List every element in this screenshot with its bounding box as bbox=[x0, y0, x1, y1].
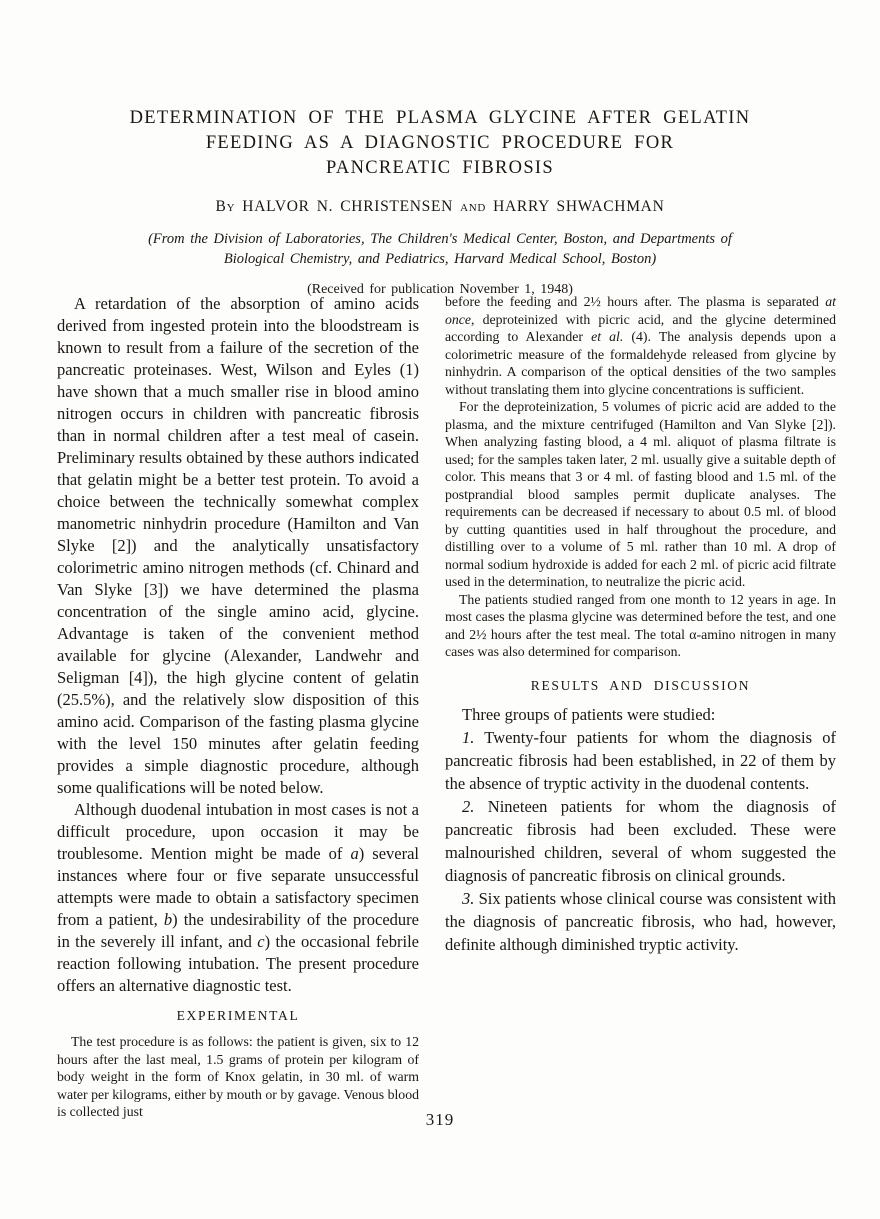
received-note: (Received for publication November 1, 1948) bbox=[307, 282, 573, 297]
section-heading-experimental: EXPERIMENTAL bbox=[176, 1008, 300, 1023]
column-left bbox=[57, 293, 419, 1121]
paragraph-group-1: 1. Twenty-four patients for whom the diagnosis of pancreatic fibrosis had been established, in 22 of them by the absence of tryptic activity in the duodenal contents. bbox=[445, 727, 836, 793]
paragraph-deproteinization: For the deproteinization, 5 volumes of picric acid are added to the plasma, and the mixture centrifuged (Hamilton and Van Slyke [2]). When analyzing fasting blood, a 4 ml. aliquot of plasma filtrate is used; for the samples taken later, 2 ml. usually give a suitable depth of color. This means that 3 or 4 ml. of fasting blood and 1.5 ml. of the postprandial blood samples permit duplicate analyses. The requirements can be decreased if necessary to about 0.5 ml. of blood by cutting quantities used in half throughout the procedure, and distilling over to a volume of 5 ml. rather than 10 ml. A drop of normal sodium hydroxide is added for each 2 ml. of picric acid filtrate used in the determination, to neutralize the picric acid. bbox=[445, 399, 836, 589]
column-right bbox=[445, 293, 836, 956]
paragraph-group-2: 2. Nineteen patients for whom the diagnosis of pancreatic fibrosis had been excluded. These were malnourished children, several of whom suggested the diagnosis of pancreatic fibrosis on clinical grounds. bbox=[445, 796, 836, 885]
article-header bbox=[0, 0, 880, 298]
section-heading-results: RESULTS AND DISCUSSION bbox=[530, 677, 751, 693]
paragraph-three-groups: Three groups of patients were studied: bbox=[462, 704, 716, 724]
paragraph-patients-studied: The patients studied ranged from one month to 12 years in age. In most cases the plasma glycine was determined before the test, and one and 2½ hours after the test meal. The total α-amino nitrogen in many cases was also determined for comparison. bbox=[445, 591, 836, 659]
page-number: 319 bbox=[425, 1110, 455, 1129]
paragraph-introduction: A retardation of the absorption of amino acids derived from ingested protein into the bloodstream is known to result from a failure of the secretion of the pancreatic proteinases. West, Wilson and Eyles (1) have shown that a much smaller rise in blood amino nitrogen occurs in children with pancreatic fibrosis than in normal children after a test meal of casein. Preliminary results obtained by these authors indicated that gelatin might be a better test protein. To avoid a choice between the technically somewhat complex manometric ninhydrin procedure (Hamilton and Van Slyke [2]) and the analytically unsatisfactory colorimetric amino nitrogen methods (cf. Chinard and Van Slyke [3]) we have determined the plasma concentration of the single amino acid, glycine. Advantage is taken of the convenient method available for glycine (Alexander, Landwehr and Seligman [4]), the high glycine content of gelatin (25.5%), and the relatively slow disposition of this amino acid. Comparison of the fasting plasma glycine with the level 150 minutes after gelatin feeding provides a simple diagnostic procedure, although some qualifications will be noted below. bbox=[57, 294, 419, 797]
byline: By HALVOR N. CHRISTENSEN and HARRY SHWACHMAN bbox=[215, 198, 665, 215]
title-line-2: FEEDING AS A DIAGNOSTIC PROCEDURE FOR bbox=[205, 133, 675, 153]
affiliation: (From the Division of Laboratories, The Children's Medical Center, Boston, and Departments of Biological Chemistry, and Pediatrics, Harvard Medical School, Boston) bbox=[148, 231, 732, 267]
paragraph-procedure-continued: before the feeding and 2½ hours after. The plasma is separated at once, deproteinized with picric acid, and the glycine determined according to Alexander et al. (4). The analysis depends upon a colorimetric measure of the formaldehyde released from glycine by ninhydrin. A comparison of the optical densities of the two samples without translating them into glycine concentrations is sufficient. bbox=[445, 294, 837, 397]
paragraph-test-procedure: The test procedure is as follows: the patient is given, six to 12 hours after the last meal, 1.5 grams of protein per kilogram of body weight in the form of Knox gelatin, in 30 ml. of warm water per kilograms, either by mouth or by gavage. Venous blood is collected just bbox=[57, 1034, 419, 1119]
page-title bbox=[0, 106, 880, 181]
title-line-3: PANCREATIC FIBROSIS bbox=[326, 158, 554, 178]
paragraph-group-3: 3. Six patients whose clinical course was consistent with the diagnosis of pancreatic fibrosis, who had, however, definite although diminished tryptic activity. bbox=[445, 888, 836, 954]
title-line-1: DETERMINATION OF THE PLASMA GLYCINE AFTER GELATIN bbox=[129, 108, 751, 128]
paragraph-intubation: Although duodenal intubation in most cases is not a difficult procedure, upon occasion it may be troublesome. Mention might be made of a) several instances where four or five separate unsuccessful attempts were made to obtain a satisfactory specimen from a patient, b) the undesirability of the procedure in the severely ill infant, and c) the occasional febrile reaction following intubation. The present procedure offers an alternative diagnostic test. bbox=[57, 800, 420, 995]
